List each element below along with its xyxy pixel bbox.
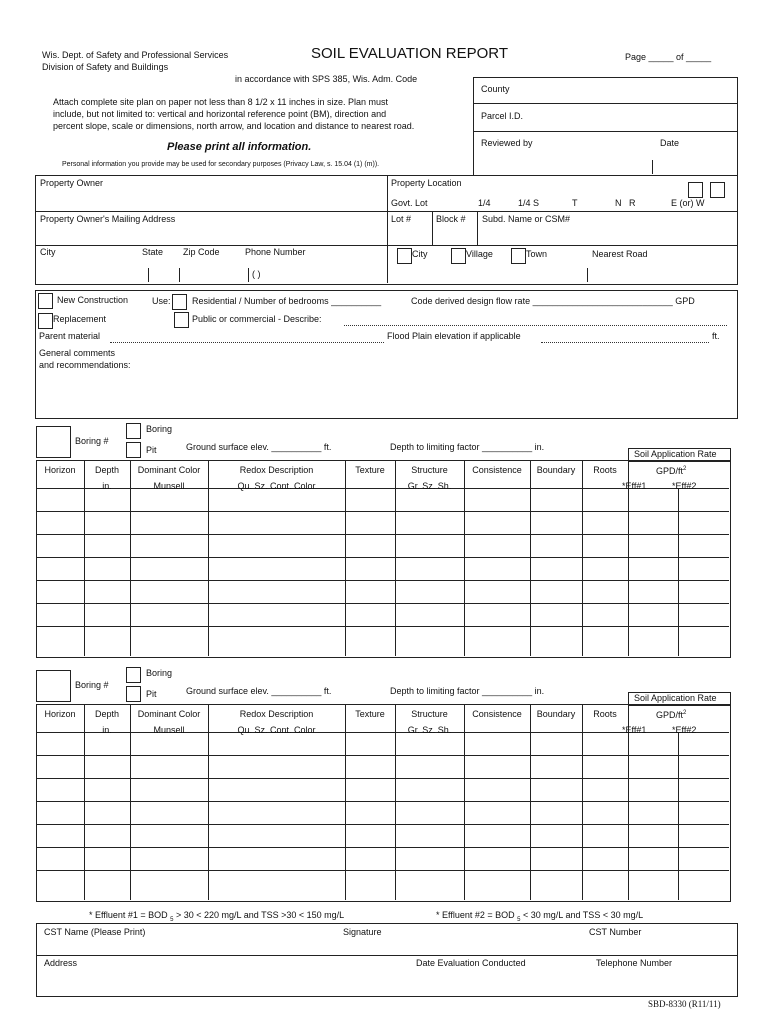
- rate-cell[interactable]: [629, 733, 678, 755]
- boring-type-checkbox[interactable]: [126, 423, 141, 439]
- column-header: Horizon: [44, 465, 76, 475]
- residential-label: Residential / Number of bedrooms __________: [192, 296, 382, 306]
- residential-checkbox[interactable]: [172, 294, 187, 310]
- column-header: Structure: [411, 709, 448, 719]
- table-cell[interactable]: [209, 627, 345, 656]
- table-cell[interactable]: [531, 756, 582, 778]
- public-describe-line[interactable]: [344, 325, 727, 326]
- state-field[interactable]: State: [142, 247, 164, 257]
- table-column-divider: [395, 704, 396, 900]
- table-cell[interactable]: [531, 558, 582, 580]
- replacement-checkbox[interactable]: [38, 313, 53, 329]
- table-cell[interactable]: [583, 779, 628, 801]
- table-cell[interactable]: [583, 848, 628, 870]
- column-header: Dominant Color: [137, 709, 201, 719]
- phone-area-code: ( ): [252, 269, 261, 279]
- table-cell[interactable]: [465, 558, 530, 580]
- table-cell[interactable]: [583, 581, 628, 603]
- soil-rate-label: Soil Application Rate: [634, 693, 717, 703]
- table-cell[interactable]: [583, 627, 628, 656]
- table-cell[interactable]: [346, 871, 395, 900]
- table-cell[interactable]: [396, 848, 464, 870]
- table-column-divider: [345, 460, 346, 656]
- table-cell[interactable]: [465, 871, 530, 900]
- parcel-id-field[interactable]: Parcel I.D.: [481, 111, 524, 121]
- table-cell[interactable]: [131, 558, 208, 580]
- rate-cell[interactable]: [629, 779, 678, 801]
- replacement-label: Replacement: [53, 314, 107, 324]
- column-subheader: Qu. Sz. Cont. Color: [237, 481, 316, 491]
- telephone-field[interactable]: Telephone Number: [596, 958, 673, 968]
- flood-plain-line[interactable]: [541, 342, 709, 343]
- table-column-divider: [582, 704, 583, 900]
- table-cell[interactable]: [531, 871, 582, 900]
- new-construction-checkbox[interactable]: [38, 293, 53, 309]
- table-column-divider: [84, 460, 85, 656]
- mailing-address-field[interactable]: Property Owner's Mailing Address: [40, 214, 176, 224]
- column-header: Consistence: [472, 465, 522, 475]
- print-notice: Please print all information.: [167, 141, 312, 153]
- table-cell[interactable]: [396, 756, 464, 778]
- table-cell[interactable]: [531, 802, 582, 824]
- table-cell[interactable]: [465, 825, 530, 847]
- boring-number-box[interactable]: [36, 426, 71, 458]
- table-cell[interactable]: [85, 604, 130, 626]
- table-cell[interactable]: [346, 535, 395, 557]
- table-cell[interactable]: [85, 871, 130, 900]
- rate-cell[interactable]: [629, 581, 678, 603]
- table-cell[interactable]: [209, 489, 345, 511]
- column-header: Redox Description: [239, 465, 314, 475]
- column-subheader: Munsell: [153, 481, 185, 491]
- column-header: Horizon: [44, 709, 76, 719]
- table-cell[interactable]: [346, 558, 395, 580]
- column-subheader: Gr. Sz. Sh.: [407, 725, 452, 735]
- rate-cell[interactable]: [629, 756, 678, 778]
- usage-section: [35, 290, 738, 419]
- table-column-divider: [582, 460, 583, 656]
- rate-cell[interactable]: [679, 604, 729, 626]
- village-checkbox[interactable]: [451, 248, 466, 264]
- pit-type-label: Pit: [146, 689, 157, 699]
- range-field[interactable]: R: [629, 198, 636, 208]
- table-column-divider: [208, 704, 209, 900]
- table-cell[interactable]: [131, 802, 208, 824]
- table-cell[interactable]: [465, 489, 530, 511]
- table-cell[interactable]: [396, 558, 464, 580]
- comments-label-2[interactable]: and recommendations:: [39, 360, 131, 370]
- table-cell[interactable]: [85, 535, 130, 557]
- boring-type-checkbox[interactable]: [126, 667, 141, 683]
- rate-cell[interactable]: [629, 512, 678, 534]
- table-cell[interactable]: [465, 581, 530, 603]
- column-header: Dominant Color: [137, 465, 201, 475]
- quarter-2-section-field[interactable]: 1/4 S: [518, 198, 540, 208]
- eff-1-label: *Eff#1: [622, 481, 647, 491]
- gpd-ft-label: GPD/$ft^2$: [656, 710, 687, 720]
- table-cell[interactable]: [465, 512, 530, 534]
- table-cell[interactable]: [85, 627, 130, 656]
- table-cell[interactable]: [37, 604, 84, 626]
- column-subheader: in.: [102, 481, 112, 491]
- rate-cell[interactable]: [629, 825, 678, 847]
- table-column-divider: [464, 460, 465, 656]
- village-option-label: Village: [466, 249, 493, 259]
- table-cell[interactable]: [583, 733, 628, 755]
- table-column-divider: [395, 460, 396, 656]
- table-cell[interactable]: [465, 779, 530, 801]
- boring-block-2: [0, 670, 770, 920]
- table-cell[interactable]: [346, 604, 395, 626]
- east-west-label: E (or) W: [671, 198, 705, 208]
- table-cell[interactable]: [37, 779, 84, 801]
- table-cell[interactable]: [346, 489, 395, 511]
- town-option-label: Town: [526, 249, 548, 259]
- table-cell[interactable]: [209, 825, 345, 847]
- table-cell[interactable]: [37, 825, 84, 847]
- column-subheader: in.: [102, 725, 112, 735]
- table-cell[interactable]: [346, 581, 395, 603]
- table-cell[interactable]: [583, 558, 628, 580]
- rate-cell[interactable]: [679, 489, 729, 511]
- table-cell[interactable]: [346, 512, 395, 534]
- table-cell[interactable]: [131, 604, 208, 626]
- city-field[interactable]: City: [40, 247, 56, 257]
- ground-surface-elev-field[interactable]: Ground surface elev. __________ ft.: [186, 686, 332, 696]
- table-cell[interactable]: [346, 779, 395, 801]
- cst-name-field[interactable]: CST Name (Please Print): [44, 927, 146, 937]
- effluent-2-spec: * Effluent #2 = BOD $_5$ < 30 mg/L and TSS < 30 mg/L: [436, 910, 644, 923]
- table-cell[interactable]: [131, 489, 208, 511]
- table-cell[interactable]: [85, 489, 130, 511]
- table-cell[interactable]: [131, 825, 208, 847]
- column-subheader: Qu. Sz. Cont. Color: [237, 725, 316, 735]
- table-cell[interactable]: [396, 535, 464, 557]
- table-cell[interactable]: [37, 802, 84, 824]
- boring-block-1: [0, 426, 770, 676]
- table-cell[interactable]: [37, 733, 84, 755]
- table-cell[interactable]: [131, 756, 208, 778]
- table-column-divider: [84, 704, 85, 900]
- table-cell[interactable]: [85, 756, 130, 778]
- table-cell[interactable]: [209, 779, 345, 801]
- review-date-field[interactable]: Date: [660, 138, 680, 148]
- table-column-divider: [530, 460, 531, 656]
- township-field[interactable]: T: [572, 198, 578, 208]
- lot-field[interactable]: Lot #: [391, 214, 412, 224]
- table-cell[interactable]: [37, 535, 84, 557]
- block-field[interactable]: Block #: [436, 214, 466, 224]
- depth-limiting-factor-field[interactable]: Depth to limiting factor __________ in.: [390, 442, 545, 452]
- table-cell[interactable]: [346, 756, 395, 778]
- signature-field[interactable]: Signature: [343, 927, 382, 937]
- table-cell[interactable]: [209, 756, 345, 778]
- city-checkbox[interactable]: [397, 248, 412, 264]
- boring-type-label: Boring: [146, 424, 173, 434]
- govt-lot-field[interactable]: Govt. Lot: [391, 198, 428, 208]
- table-cell[interactable]: [583, 802, 628, 824]
- north-field[interactable]: N: [615, 198, 622, 208]
- public-commercial-checkbox[interactable]: [174, 312, 189, 328]
- column-header: Redox Description: [239, 709, 314, 719]
- instruction-line-2: include, but not limited to: vertical and horizontal reference point (BM), direction and: [53, 109, 387, 119]
- column-header: Roots: [593, 465, 617, 475]
- table-cell[interactable]: [531, 535, 582, 557]
- soil-rate-label: Soil Application Rate: [634, 449, 717, 459]
- rate-cell[interactable]: [679, 825, 729, 847]
- table-cell[interactable]: [131, 535, 208, 557]
- boring-type-label: Boring: [146, 668, 173, 678]
- rate-cell[interactable]: [679, 802, 729, 824]
- table-column-divider: [130, 704, 131, 900]
- rate-cell[interactable]: [629, 604, 678, 626]
- table-cell[interactable]: [346, 825, 395, 847]
- parent-material-line[interactable]: [110, 342, 384, 343]
- table-cell[interactable]: [396, 871, 464, 900]
- table-cell[interactable]: [37, 756, 84, 778]
- table-cell[interactable]: [85, 733, 130, 755]
- table-cell[interactable]: [209, 558, 345, 580]
- table-cell[interactable]: [131, 627, 208, 656]
- table-cell[interactable]: [37, 581, 84, 603]
- rate-cell[interactable]: [679, 848, 729, 870]
- rate-cell[interactable]: [629, 627, 678, 656]
- table-cell[interactable]: [209, 604, 345, 626]
- table-cell[interactable]: [85, 558, 130, 580]
- table-cell[interactable]: [346, 802, 395, 824]
- table-cell[interactable]: [85, 581, 130, 603]
- nearest-road-field[interactable]: Nearest Road: [592, 249, 648, 259]
- table-cell[interactable]: [131, 779, 208, 801]
- rate-cell[interactable]: [679, 756, 729, 778]
- rate-cell[interactable]: [679, 535, 729, 557]
- table-column-divider: [208, 460, 209, 656]
- table-cell[interactable]: [131, 581, 208, 603]
- table-cell[interactable]: [465, 535, 530, 557]
- column-header: Texture: [355, 709, 385, 719]
- flood-plain-ft: ft.: [712, 331, 720, 341]
- table-cell[interactable]: [465, 848, 530, 870]
- table-cell[interactable]: [37, 848, 84, 870]
- table-cell[interactable]: [37, 489, 84, 511]
- table-cell[interactable]: [85, 848, 130, 870]
- comments-label-1: General comments: [39, 348, 116, 358]
- rate-cell[interactable]: [629, 871, 678, 900]
- phone-field[interactable]: Phone Number: [245, 247, 306, 257]
- table-cell[interactable]: [209, 535, 345, 557]
- table-cell[interactable]: [209, 581, 345, 603]
- quarter-1-field[interactable]: 1/4: [478, 198, 491, 208]
- table-cell[interactable]: [209, 871, 345, 900]
- rate-cell[interactable]: [679, 627, 729, 656]
- address-field[interactable]: Address: [44, 958, 78, 968]
- table-cell[interactable]: [583, 871, 628, 900]
- table-cell[interactable]: [531, 581, 582, 603]
- table-cell[interactable]: [396, 733, 464, 755]
- rate-cell[interactable]: [629, 802, 678, 824]
- gpd-ft-label: GPD/$ft^2$: [656, 466, 687, 476]
- flood-plain-label: Flood Plain elevation if applicable: [387, 331, 521, 341]
- page-of-label: Page _____ of _____: [625, 52, 712, 62]
- table-cell[interactable]: [346, 733, 395, 755]
- table-cell[interactable]: [131, 848, 208, 870]
- rate-cell[interactable]: [629, 848, 678, 870]
- table-cell[interactable]: [346, 627, 395, 656]
- rate-cell[interactable]: [679, 779, 729, 801]
- page-title: SOIL EVALUATION REPORT: [311, 45, 508, 62]
- table-cell[interactable]: [37, 512, 84, 534]
- cst-number-field[interactable]: CST Number: [589, 927, 642, 937]
- table-column-divider: [130, 460, 131, 656]
- zip-field[interactable]: Zip Code: [183, 247, 220, 257]
- table-cell[interactable]: [583, 535, 628, 557]
- rate-cell[interactable]: [629, 535, 678, 557]
- table-cell[interactable]: [396, 802, 464, 824]
- table-cell[interactable]: [531, 489, 582, 511]
- subdivision-field[interactable]: Subd. Name or CSM#: [482, 214, 571, 224]
- table-cell[interactable]: [85, 512, 130, 534]
- property-location-label: Property Location: [391, 178, 462, 188]
- table-cell[interactable]: [396, 779, 464, 801]
- table-cell[interactable]: [209, 848, 345, 870]
- public-commercial-label: Public or commercial - Describe:: [192, 314, 322, 324]
- table-cell[interactable]: [583, 825, 628, 847]
- table-cell[interactable]: [85, 779, 130, 801]
- pit-type-checkbox[interactable]: [126, 686, 141, 702]
- privacy-notice: Personal information you provide may be used for secondary purposes (Privacy Law, s. 15.04 (1) (m)).: [62, 161, 380, 168]
- boring-number-box[interactable]: [36, 670, 71, 702]
- parent-material-label: Parent material: [39, 331, 101, 341]
- column-header: Texture: [355, 465, 385, 475]
- effluent-1-spec: * Effluent #1 = BOD $_5$ > 30 < 220 mg/L and TSS >30 < 150 mg/L: [89, 910, 345, 923]
- eff-2-label: *Eff#2: [672, 481, 697, 491]
- depth-limiting-factor-field[interactable]: Depth to limiting factor __________ in.: [390, 686, 545, 696]
- table-cell[interactable]: [131, 512, 208, 534]
- table-cell[interactable]: [465, 756, 530, 778]
- table-cell[interactable]: [396, 825, 464, 847]
- table-cell[interactable]: [37, 558, 84, 580]
- table-cell[interactable]: [37, 871, 84, 900]
- dept-line-2: Division of Safety and Buildings: [42, 62, 169, 72]
- county-parcel-box: [473, 77, 738, 176]
- county-field[interactable]: County: [481, 84, 510, 94]
- column-subheader: Munsell: [153, 725, 185, 735]
- table-column-divider: [530, 704, 531, 900]
- table-cell[interactable]: [396, 512, 464, 534]
- table-cell[interactable]: [396, 627, 464, 656]
- table-cell[interactable]: [396, 581, 464, 603]
- column-header: Structure: [411, 465, 448, 475]
- code-line: in accordance with SPS 385, Wis. Adm. Code: [235, 74, 418, 84]
- table-cell[interactable]: [85, 825, 130, 847]
- use-label: Use:: [152, 296, 171, 306]
- table-cell[interactable]: [465, 604, 530, 626]
- table-cell[interactable]: [37, 627, 84, 656]
- table-cell[interactable]: [531, 733, 582, 755]
- table-cell[interactable]: [531, 825, 582, 847]
- rate-cell[interactable]: [679, 733, 729, 755]
- table-cell[interactable]: [583, 512, 628, 534]
- rate-cell[interactable]: [629, 489, 678, 511]
- column-header: Boundary: [536, 465, 576, 475]
- rate-cell[interactable]: [679, 871, 729, 900]
- rate-cell[interactable]: [629, 558, 678, 580]
- east-checkbox[interactable]: [688, 182, 703, 198]
- column-subheader: Gr. Sz. Sh.: [407, 481, 452, 491]
- table-cell[interactable]: [531, 604, 582, 626]
- table-cell[interactable]: [396, 604, 464, 626]
- table-cell[interactable]: [209, 733, 345, 755]
- column-header: Consistence: [472, 709, 522, 719]
- table-column-divider: [464, 704, 465, 900]
- table-cell[interactable]: [583, 756, 628, 778]
- table-cell[interactable]: [465, 733, 530, 755]
- table-cell[interactable]: [531, 848, 582, 870]
- table-cell[interactable]: [465, 802, 530, 824]
- table-cell[interactable]: [531, 627, 582, 656]
- dept-line-1: Wis. Dept. of Safety and Professional Services: [42, 50, 229, 60]
- instruction-line-3: percent slope, scale or dimensions, north arrow, and location and distance to nearest road.: [53, 121, 415, 131]
- reviewed-by-field[interactable]: Reviewed by: [481, 138, 533, 148]
- property-owner-field[interactable]: Property Owner: [40, 178, 104, 188]
- table-cell[interactable]: [531, 512, 582, 534]
- table-cell[interactable]: [85, 802, 130, 824]
- table-cell[interactable]: [209, 802, 345, 824]
- west-checkbox[interactable]: [710, 182, 725, 198]
- new-construction-label: New Construction: [57, 295, 129, 305]
- boring-number-label: Boring #: [75, 680, 109, 690]
- pit-type-checkbox[interactable]: [126, 442, 141, 458]
- form-id: SBD-8330 (R11/11): [648, 999, 721, 1009]
- table-cell[interactable]: [583, 489, 628, 511]
- column-header: Roots: [593, 709, 617, 719]
- rate-cell[interactable]: [679, 581, 729, 603]
- boring-number-label: Boring #: [75, 436, 109, 446]
- table-cell[interactable]: [583, 604, 628, 626]
- rate-cell[interactable]: [679, 558, 729, 580]
- ground-surface-elev-field[interactable]: Ground surface elev. __________ ft.: [186, 442, 332, 452]
- column-header: Depth: [94, 709, 120, 719]
- table-cell[interactable]: [131, 733, 208, 755]
- table-cell[interactable]: [396, 489, 464, 511]
- town-checkbox[interactable]: [511, 248, 526, 264]
- table-cell[interactable]: [131, 871, 208, 900]
- city-option-label: City: [412, 249, 428, 259]
- pit-type-label: Pit: [146, 445, 157, 455]
- table-column-divider: [345, 704, 346, 900]
- eff-1-label: *Eff#1: [622, 725, 647, 735]
- table-cell[interactable]: [209, 512, 345, 534]
- table-cell[interactable]: [531, 779, 582, 801]
- table-cell[interactable]: [346, 848, 395, 870]
- rate-cell[interactable]: [679, 512, 729, 534]
- table-cell[interactable]: [465, 627, 530, 656]
- date-evaluation-field[interactable]: Date Evaluation Conducted: [416, 958, 526, 968]
- instruction-line-1: Attach complete site plan on paper not less than 8 1/2 x 11 inches in size. Plan must: [53, 97, 389, 107]
- eff-2-label: *Eff#2: [672, 725, 697, 735]
- column-header: Depth: [94, 465, 120, 475]
- flow-rate-field[interactable]: Code derived design flow rate ____________________________ GPD: [411, 296, 695, 306]
- column-header: Boundary: [536, 709, 576, 719]
